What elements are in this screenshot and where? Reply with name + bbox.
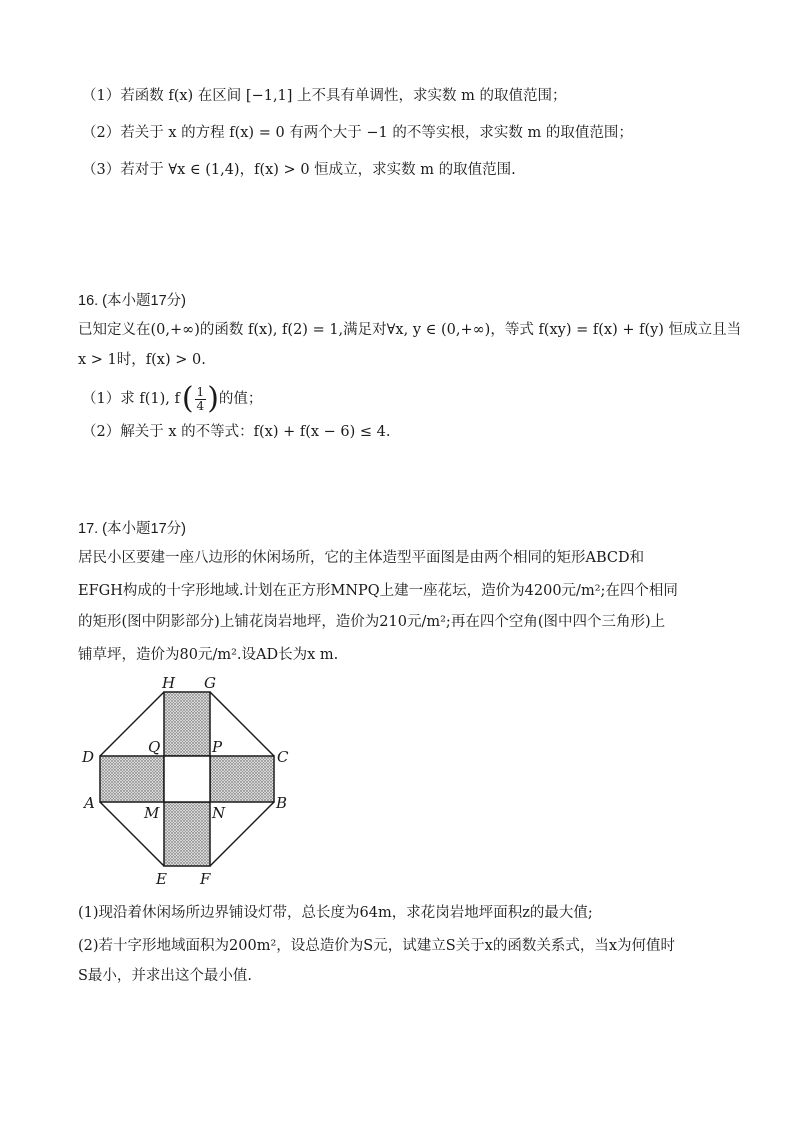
label-P: P bbox=[212, 738, 223, 756]
label-F: F bbox=[200, 870, 211, 888]
square-MNPQ bbox=[164, 756, 210, 802]
fraction-paren: ( bbox=[181, 381, 194, 416]
label-D: D bbox=[82, 748, 95, 766]
q17-part-1: (1)现沿着休闲场所边界铺设灯带，总长度为64m，求花岗岩地坪面积z的最大值; bbox=[78, 905, 593, 921]
label-H: H bbox=[162, 674, 176, 692]
q16-header: 16. (本小题17分) bbox=[78, 293, 186, 309]
shaded-rect-left bbox=[100, 756, 164, 802]
label-M: M bbox=[144, 804, 160, 822]
q17-part-2-line-2: S最小，并求出这个最小值. bbox=[78, 968, 253, 984]
label-Q: Q bbox=[148, 738, 161, 756]
fraction-numerator: 1 bbox=[196, 384, 205, 399]
label-E: E bbox=[156, 870, 167, 888]
q16-part-1 bbox=[82, 381, 263, 416]
q17-part-2-line-1: (2)若十字形地域面积为200m²，设总造价为S元，试建立S关于x的函数关系式，当x为何值时 bbox=[78, 938, 675, 954]
fraction-denominator: 4 bbox=[196, 398, 205, 413]
label-N: N bbox=[212, 804, 226, 822]
q16-part-2: （2）解关于 x 的不等式：f(x) + f(x − 6) ≤ 4. bbox=[82, 424, 391, 440]
q17-header: 17. (本小题17分) bbox=[78, 521, 186, 537]
q15-part-2: （2）若关于 x 的方程 f(x) = 0 有两个大于 −1 的不等实根，求实数 m 的取值范围； bbox=[82, 125, 633, 141]
q16-stem-line-2: x > 1时，f(x) > 0. bbox=[78, 352, 206, 368]
fraction-paren: ) bbox=[207, 381, 219, 416]
label-G: G bbox=[204, 674, 216, 692]
q17-stem-line-1: 居民小区要建一座八边形的休闲场所，它的主体造型平面图是由两个相同的矩形ABCD和 bbox=[78, 550, 645, 566]
label-A: A bbox=[84, 794, 95, 812]
q16-part-1-suffix: 的值； bbox=[218, 391, 263, 407]
shaded-rect-right bbox=[210, 756, 274, 802]
q16-part-1-prefix: （1）求 f(1), f bbox=[82, 391, 180, 407]
q17-stem-line-3: 的矩形(图中阴影部分)上铺花岗岩地坪，造价为210元/m²;再在四个空角(图中四个三角形)上 bbox=[78, 614, 666, 630]
q16-stem-line-1: 已知定义在(0,+∞)的函数 f(x), f(2) = 1,满足对∀x, y ∈ (0,+∞)，等式 f(xy) = f(x) + f(y) 恒成立且当 bbox=[78, 322, 742, 338]
label-C: C bbox=[277, 748, 289, 766]
q17-stem-line-4: 铺草坪，造价为80元/m².设AD长为x m. bbox=[78, 647, 339, 663]
octagon-figure bbox=[78, 670, 308, 890]
q17-stem-line-2: EFGH构成的十字形地域.计划在正方形MNPQ上建一座花坛，造价为4200元/m²;在四个相同 bbox=[78, 583, 678, 599]
q15-part-1: （1）若函数 f(x) 在区间 [−1,1] 上不具有单调性，求实数 m 的取值范围； bbox=[82, 88, 567, 104]
q15-part-3: （3）若对于 ∀x ∈ (1,4)，f(x) > 0 恒成立，求实数 m 的取值范围. bbox=[82, 162, 516, 178]
label-B: B bbox=[276, 794, 288, 812]
shaded-rect-top bbox=[164, 692, 210, 756]
shaded-rect-bottom bbox=[164, 802, 210, 866]
fraction bbox=[195, 386, 207, 413]
